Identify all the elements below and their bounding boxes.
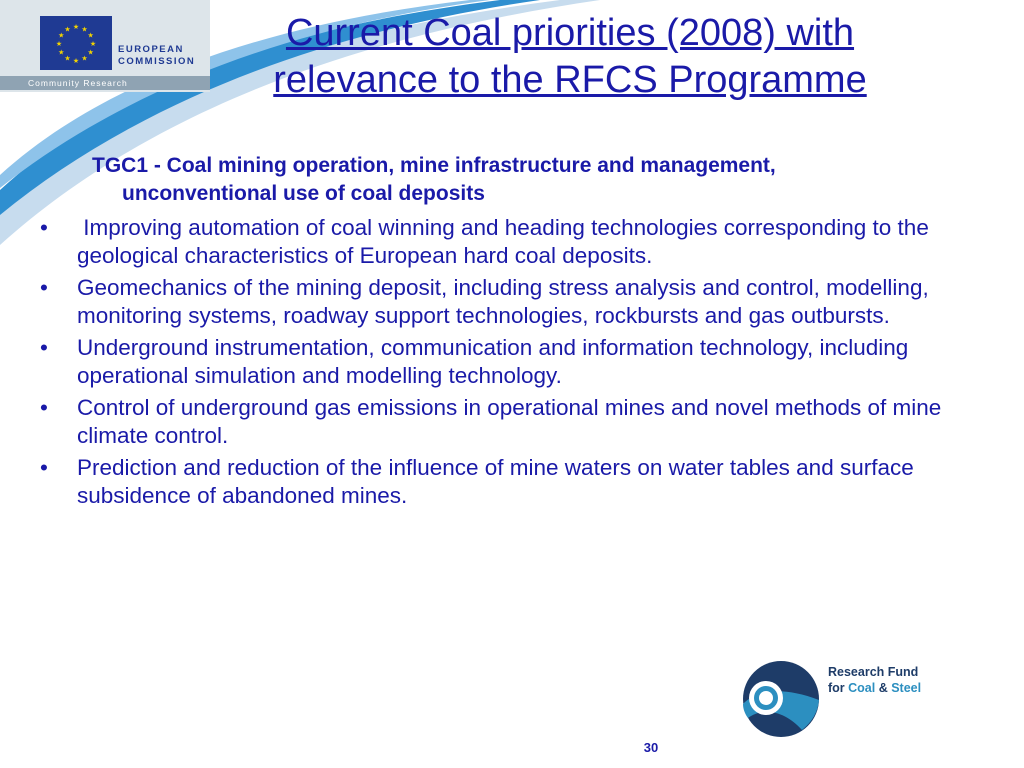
bullet-text: Geomechanics of the mining deposit, including stress analysis and control, modelling, monitoring systems, roadway support technologies, rockbursts and gas outbursts.: [77, 275, 929, 328]
org-line-2: COMMISSION: [118, 56, 196, 67]
bullet-marker: •: [40, 215, 48, 240]
svg-text:★: ★: [58, 48, 65, 57]
european-commission-wordmark: [118, 44, 210, 68]
bullet-marker: •: [40, 275, 48, 300]
svg-text:★: ★: [64, 25, 71, 34]
bullet-marker: •: [40, 455, 48, 480]
rfcs-logo-icon: [742, 660, 820, 738]
bullet-text: Prediction and reduction of the influence of mine waters on water tables and surface subsidence of abandoned mines.: [77, 455, 914, 508]
eu-flag-icon: [40, 16, 112, 70]
research-fund-wordmark: [828, 664, 921, 696]
svg-text:★: ★: [72, 57, 80, 65]
svg-text:★: ★: [55, 40, 63, 48]
section-heading: TGC1 - Coal mining operation, mine infrastructure and management, unconventional use of coal deposits: [92, 154, 776, 205]
ampersand: &: [875, 681, 892, 695]
list-item: [40, 454, 980, 510]
svg-text:★: ★: [89, 40, 97, 48]
svg-text:★: ★: [64, 54, 71, 63]
bullet-text: Control of underground gas emissions in operational mines and novel methods of mine climate control.: [77, 395, 942, 448]
bullet-text: Improving automation of coal winning and heading technologies corresponding to the geological characteristics of European hard coal deposits.: [77, 215, 936, 268]
bullet-marker: •: [40, 395, 48, 420]
svg-text:★: ★: [87, 31, 94, 40]
svg-text:★: ★: [81, 25, 88, 34]
svg-text:★: ★: [58, 31, 65, 40]
steel-word: Steel: [891, 681, 922, 695]
for-word: for: [828, 681, 849, 695]
coal-word: Coal: [848, 681, 876, 695]
bullet-marker: •: [40, 335, 48, 360]
research-fund-line-2: [828, 680, 921, 696]
list-item: [40, 274, 980, 330]
bullet-text: Underground instrumentation, communication and information technology, including operational simulation and modelling technology.: [77, 335, 909, 388]
research-fund-line-1: Research Fund: [828, 665, 919, 679]
list-item: [40, 334, 980, 390]
svg-text:★: ★: [72, 23, 80, 31]
list-item: [40, 394, 980, 450]
slide-title: Current Coal priorities (2008) with relevance to the RFCS Programme: [273, 12, 867, 101]
svg-text:★: ★: [81, 54, 88, 63]
org-line-1: EUROPEAN: [118, 44, 184, 55]
community-research-label: Community Research: [28, 78, 128, 88]
svg-text:★: ★: [87, 48, 94, 57]
bullet-list: [40, 214, 980, 514]
page-number: 30: [643, 740, 659, 755]
list-item: [40, 214, 980, 270]
